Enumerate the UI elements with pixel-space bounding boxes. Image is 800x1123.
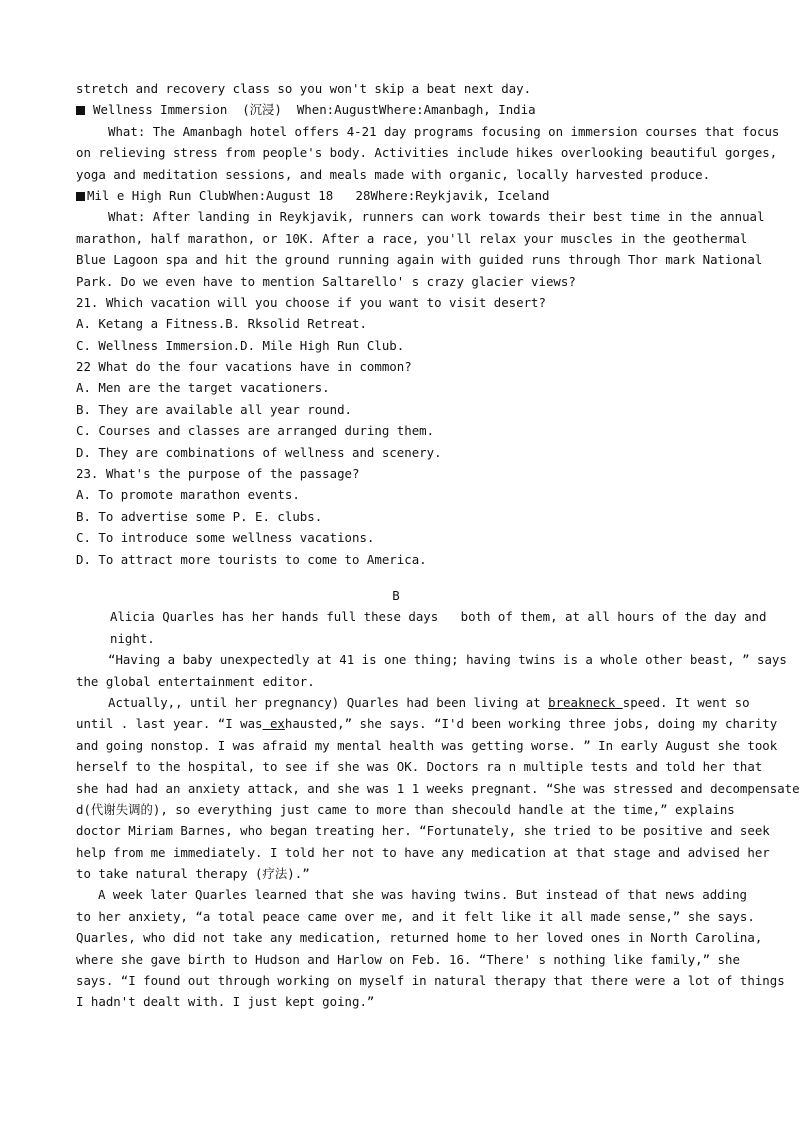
section-gap: [76, 570, 716, 585]
underlined-word: ex: [262, 716, 285, 732]
underlined-word: breakneck: [548, 694, 623, 710]
mile-high-heading-text: Mil e High Run ClubWhen:August 18 28Where:Reykjavik, Iceland: [87, 187, 550, 203]
mile-high-line: marathon, half marathon, or 10K. After a race, you'll relax your muscles in the geothermal: [76, 230, 748, 246]
question-22-stem: 22 What do the four vacations have in common?: [76, 359, 412, 375]
question-23-option: C. To introduce some wellness vacations.: [76, 530, 375, 546]
text-run: Actually,, until her pregnancy) Quarles had been living at: [108, 694, 549, 710]
question-23-stem: 23. What's the purpose of the passage?: [76, 466, 360, 482]
b-paragraph-1-line: night.: [110, 630, 155, 646]
mile-high-line: Park. Do we even have to mention Saltarello' s crazy glacier views?: [76, 273, 576, 289]
section-b-label: B: [392, 587, 400, 603]
question-21-option: C. Wellness Immersion.D. Mile High Run Club.: [76, 337, 405, 353]
b-paragraph-3-line: d(代谢失调的), so everything just came to more than shecould handle at the time,” explains: [76, 801, 735, 817]
b-paragraph-3-line: doctor Miriam Barnes, who began treating her. “Fortunately, she tried to be positive and seek: [76, 823, 770, 839]
wellness-heading-text: Wellness Immersion (沉浸) When:AugustWhere:Amanbagh, India: [93, 102, 536, 118]
b-paragraph-3-line: and going nonstop. I was afraid my mental health was getting worse. ” In early August she took: [76, 737, 778, 753]
wellness-line: on relieving stress from people's body. Activities include hikes overlooking beautiful gorges,: [76, 145, 778, 161]
question-22-option: B. They are available all year round.: [76, 401, 353, 417]
question-23-option: D. To attract more tourists to come to America.: [76, 551, 427, 567]
question-21-option: A. Ketang a Fitness.B. Rksolid Retreat.: [76, 316, 367, 332]
mile-high-heading: [76, 185, 716, 206]
b-paragraph-3-line: herself to the hospital, to see if she was OK. Doctors ra n multiple tests and told her that: [76, 759, 763, 775]
b-paragraph-4-line: I hadn't dealt with. I just kept going.”: [76, 994, 375, 1010]
square-bullet-icon: [76, 106, 85, 115]
b-paragraph-3-line: to take natural therapy (疗法).”: [76, 866, 310, 882]
wellness-line: yoga and meditation sessions, and meals made with organic, locally harvested produce.: [76, 166, 711, 182]
wellness-line: What: The Amanbagh hotel offers 4-21 day programs focusing on immersion courses that focus: [108, 123, 780, 139]
question-22-option: C. Courses and classes are arranged during them.: [76, 423, 435, 439]
b-paragraph-2-line: “Having a baby unexpectedly at 41 is one thing; having twins is a whole other beast, ” says: [108, 652, 787, 668]
text-run: until . last year. “I was: [76, 716, 263, 732]
continuation-line: stretch and recovery class so you won't skip a beat next day.: [76, 81, 532, 96]
question-22-option: D. They are combinations of wellness and scenery.: [76, 444, 442, 460]
question-23-option: A. To promote marathon events.: [76, 487, 300, 503]
b-paragraph-3-line: [76, 692, 750, 713]
b-paragraph-4-line: where she gave birth to Hudson and Harlow on Feb. 16. “There' s nothing like family,” she: [76, 951, 740, 967]
b-paragraph-2-line: the global entertainment editor.: [76, 673, 315, 689]
wellness-immersion-heading: [76, 99, 716, 120]
document-page: [76, 78, 800, 1013]
b-paragraph-3-line: help from me immediately. I told her not to have any medication at that stage and advised her: [76, 844, 770, 860]
square-bullet-icon: [76, 192, 85, 201]
question-21-stem: 21. Which vacation will you choose if you want to visit desert?: [76, 294, 546, 310]
b-paragraph-4-line: Quarles, who did not take any medication, returned home to her loved ones in North Carolina,: [76, 930, 763, 946]
b-paragraph-3-line: she had had an anxiety attack, and she was 1 1 weeks pregnant. “She was stressed and decompensate: [76, 780, 800, 796]
b-paragraph-1-line: Alicia Quarles has her hands full these days both of them, at all hours of the day and: [110, 609, 767, 625]
text-run: hausted,” she says. “I'd been working three jobs, doing my charity: [284, 716, 778, 732]
text-run: speed. It went so: [622, 694, 750, 710]
b-paragraph-4-line: A week later Quarles learned that she was having twins. But instead of that news adding: [98, 887, 748, 903]
question-23-option: B. To advertise some P. E. clubs.: [76, 508, 323, 524]
question-22-option: A. Men are the target vacationers.: [76, 380, 330, 396]
b-paragraph-3-line: [76, 713, 778, 734]
mile-high-line: Blue Lagoon spa and hit the ground running again with guided runs through Thor mark National: [76, 252, 763, 268]
mile-high-line: What: After landing in Reykjavik, runners can work towards their best time in the annual: [108, 209, 765, 225]
b-paragraph-4-line: to her anxiety, “a total peace came over me, and it felt like it all made sense,” she says.: [76, 908, 755, 924]
b-paragraph-4-line: says. “I found out through working on myself in natural therapy that there were a lot of things: [76, 973, 785, 989]
